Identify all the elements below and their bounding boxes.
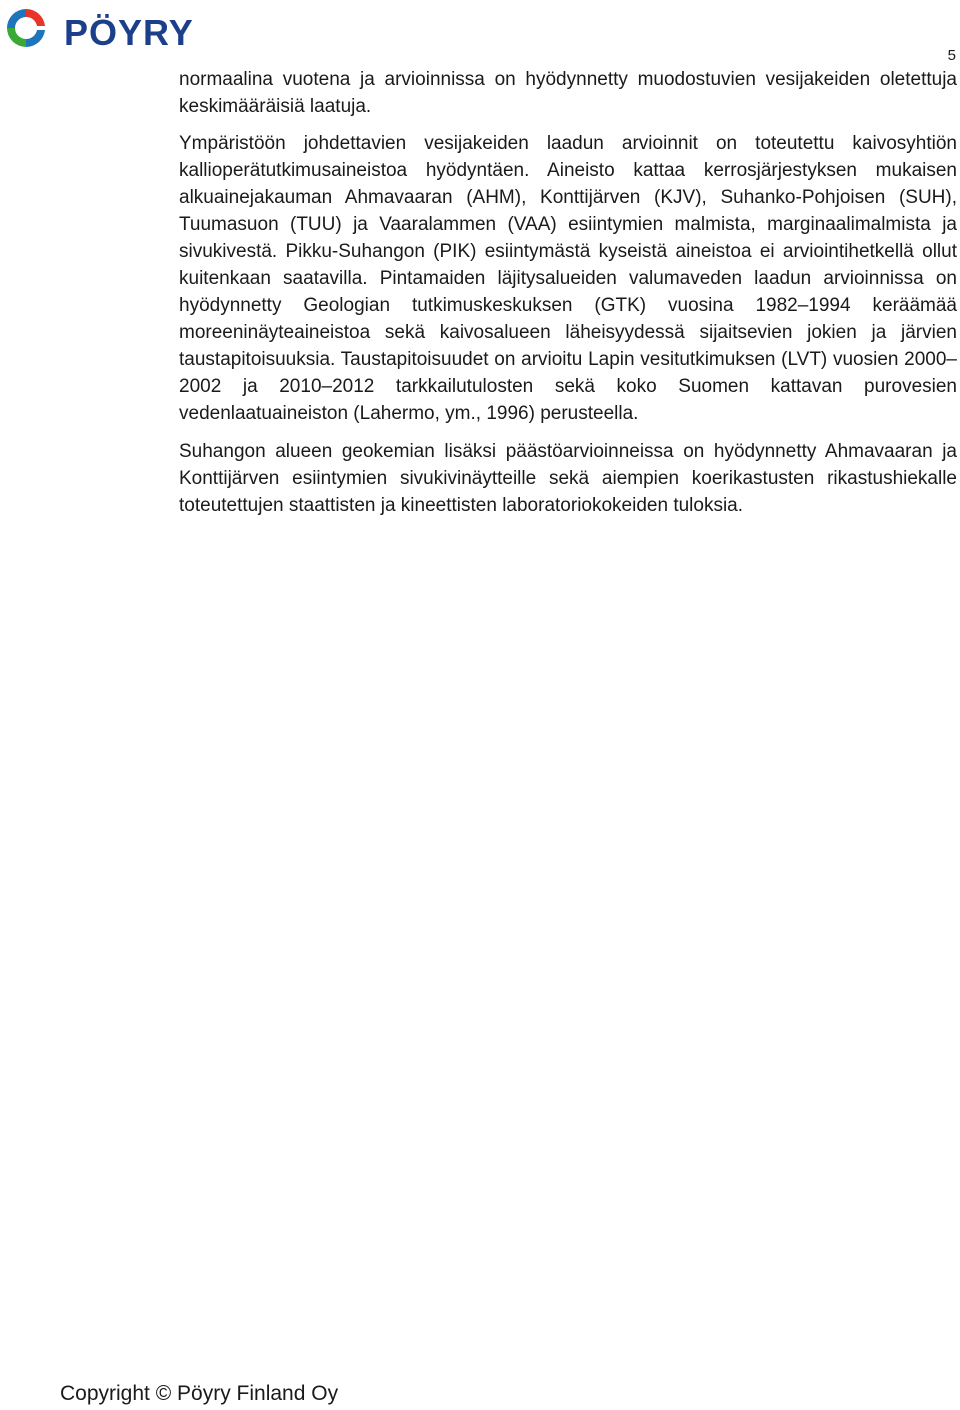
paragraph: normaalina vuotena ja arvioinnissa on hyödynnetty muodostuvien vesijakeiden oletettuja keskimääräisiä laatuja. (179, 69, 957, 117)
page-number: 5 (947, 47, 956, 64)
svg-text:PÖYRY: PÖYRY (64, 12, 194, 52)
poyry-logo-icon (4, 6, 244, 52)
paragraph: Suhangon alueen geokemian lisäksi päästöarvioinneissa on hyödynnetty Ahmavaaran ja Konttijärven esiintymien sivukivinäytteille sekä aiempien koerikastusten rikastushiekalle toteutettujen staattisten ja kineettisten laboratoriokokeiden tuloksia. (179, 441, 957, 516)
footer-copyright: Copyright © Pöyry Finland Oy (60, 1382, 339, 1405)
paragraph: Ympäristöön johdettavien vesijakeiden laadun arvioinnit on toteutettu kaivosyhtiön kallioperätutkimusaineistoa hyödyntäen. Aineisto kattaa kerrosjärjestyksen mukaisen alkuainejakauman Ahmavaaran (AHM), Konttijärven (KJV), Suhanko-Pohjoisen (SUH), Tuumasuon (TUU) ja Vaaralammen (VAA) esiintymien malmista, marginaalimalmista ja sivukivestä. Pikku-Suhangon (PIK) esiintymästä kyseistä aineistoa ei arviointihetkellä ollut kuitenkaan saatavilla. Pintamaiden läjitysalueiden valumaveden laadun arvioinnissa on hyödynnetty Geologian tutkimuskeskuksen (GTK) vuosina 1982–1994 keräämää moreeninäyteaineistoa sekä kaivosalueen läheisyydessä sijaitsevien jokien ja järvien taustapitoisuuksia. Taustapitoisuudet on arvioitu Lapin vesitutkimuksen (LVT) vuosien 2000–2002 ja 2010–2012 tarkkailutulosten sekä koko Suomen kattavan purovesien vedenlaatuaineiston (Lahermo, ym., 1996) perusteella. (179, 133, 957, 424)
company-logo (4, 6, 244, 52)
document-body (179, 66, 957, 530)
